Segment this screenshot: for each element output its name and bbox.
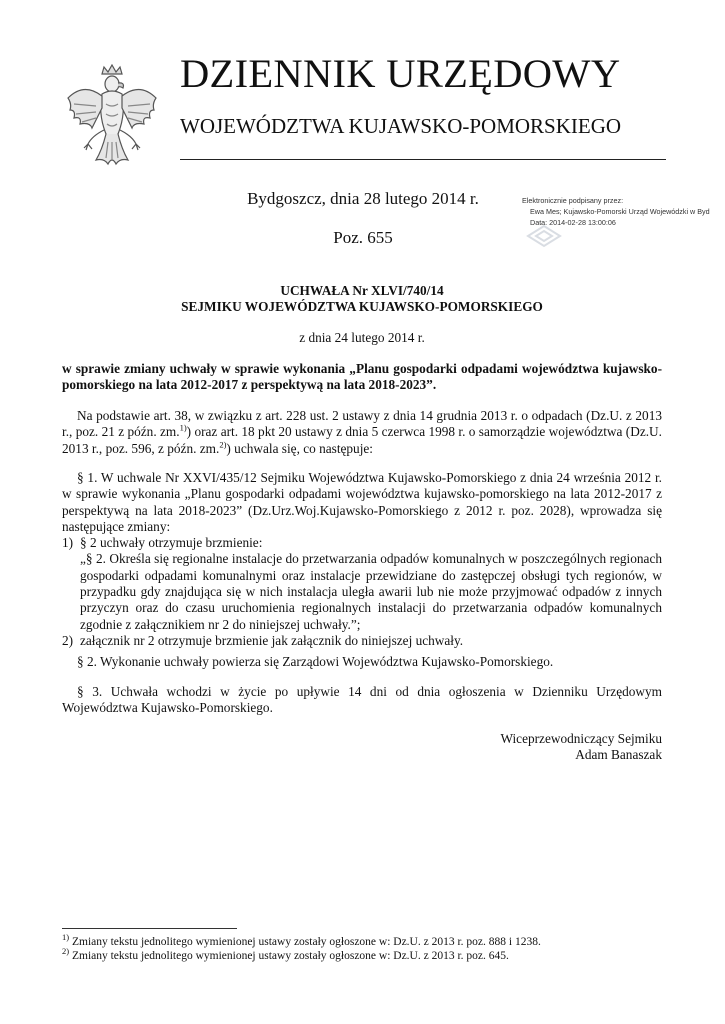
legal-basis: [62, 408, 662, 457]
resolution-date: z dnia 24 lutego 2014 r.: [299, 330, 425, 345]
resolution-title-line1: UCHWAŁA Nr XLVI/740/14: [280, 283, 444, 298]
section-2: § 2. Wykonanie uchwały powierza się Zarządowi Województwa Kujawsko-Pomorskiego.: [77, 654, 554, 669]
list-item-text: § 2 uchwały otrzymuje brzmienie:: [80, 535, 263, 551]
footnote-text: Zmiany tekstu jednolitego wymienionej ustawy zostały ogłoszone w: Dz.U. z 2013 r. poz. 888 i 1238.: [69, 936, 541, 948]
e-signature-stamp[interactable]: [522, 195, 725, 228]
legal-basis-part1: Na podstawie art. 38, w związku z art. 228 ust. 2 ustawy z dnia 14 grudnia 2013 r. o odpadach (Dz.U. z 2013 r., poz. 21 z późn. zm.: [62, 408, 662, 440]
footnote-marker: 1): [62, 932, 70, 943]
quoted-amendment: „§ 2. Określa się regionalne instalacje do przetwarzania odpadów komunalnych w poszczególnych regionach gospodarki odpadami komunalnymi oraz instalacje przewidziane do zastępczej obsługi tych regionów, w przypadku gdy znajdująca się w nich instalacja uległa awarii lub nie może przyjmować odpadów z innych przyczyn oraz do czasu uruchomienia regionalnych instalacji do przetwarzania odpadów komunalnych zgodnie z załącznikiem nr 2 do niniejszej uchwały.”;: [80, 551, 662, 632]
section-3: § 3. Uchwała wchodzi w życie po upływie 14 dni od dnia ogłoszenia w Dzienniku Urzędowym Województwa Kujawsko-Pomorskiego.: [62, 684, 662, 716]
position-number: Poz. 655: [333, 228, 393, 247]
section-1-intro: § 1. W uchwale Nr XXVI/435/12 Sejmiku Województwa Kujawsko-Pomorskiego z dnia 24 września 2012 r. w sprawie wykonania „Planu gospodarki odpadami województwa kujawsko-pomorskiego na lata 2012-2017 z perspektywą na lata 2018-2023” (Dz.Urz.Woj.Kujawsko-Pomorskiego z 2012 r. poz. 2028), wprowadza się następujące zmiany:: [62, 470, 662, 534]
list-item: [62, 535, 662, 551]
resolution-subject: w sprawie zmiany uchwały w sprawie wykonania „Planu gospodarki odpadami województwa kujawsko-pomorskiego na lata 2012-2017 z perspektywą na lata 2018-2023”.: [62, 361, 662, 393]
footnote-text: Zmiany tekstu jednolitego wymienionej ustawy zostały ogłoszone w: Dz.U. z 2013 r. poz. 645.: [69, 950, 509, 962]
footnote-divider: [62, 928, 237, 929]
legal-basis-part2: ) oraz art. 18 pkt 20 ustawy z dnia 5 czerwca 1998 r. o samorządzie województwa (Dz.U. 2013 r., poz. 596, z późn. zm.: [62, 424, 662, 456]
list-item-number: 2): [62, 632, 74, 648]
footnote-marker: 2): [62, 946, 70, 957]
footnote-ref-2[interactable]: 2): [219, 439, 227, 450]
e-signature-line3: Data: 2014-02-28 13:00:06: [530, 218, 616, 228]
masthead-subtitle: WOJEWÓDZTWA KUJAWSKO-POMORSKIEGO: [180, 114, 622, 138]
section-1: [62, 470, 662, 649]
e-signature-line1: Elektronicznie podpisany przez:: [522, 196, 624, 205]
signatory-name: Adam Banaszak: [575, 747, 662, 762]
place-date: Bydgoszcz, dnia 28 lutego 2014 r.: [247, 189, 479, 208]
resolution-title-line2: SEJMIKU WOJEWÓDZTWA KUJAWSKO-POMORSKIEGO: [181, 298, 543, 314]
masthead-title: DZIENNIK URZĘDOWY: [180, 51, 621, 96]
footnote: [62, 946, 509, 963]
e-signature-line2: Ewa Mes; Kujawsko-Pomorski Urząd Wojewódzki w Byd: [530, 207, 710, 217]
signature-mark-icon: [524, 222, 564, 250]
signatory-role: Wiceprzewodniczący Sejmiku: [500, 731, 662, 746]
resolution-title: [62, 283, 662, 314]
masthead-divider: [180, 159, 666, 160]
footnote: [62, 932, 541, 949]
white-eagle-emblem-icon: [62, 64, 162, 174]
footnote-ref-1[interactable]: 1): [179, 422, 187, 433]
signatory: [500, 731, 662, 763]
legal-basis-part3: ) uchwala się, co następuje:: [226, 440, 373, 456]
list-item-number: 1): [62, 535, 74, 551]
list-item: [62, 633, 662, 649]
list-item-text: załącznik nr 2 otrzymuje brzmienie jak załącznik do niniejszej uchwały.: [80, 632, 464, 648]
